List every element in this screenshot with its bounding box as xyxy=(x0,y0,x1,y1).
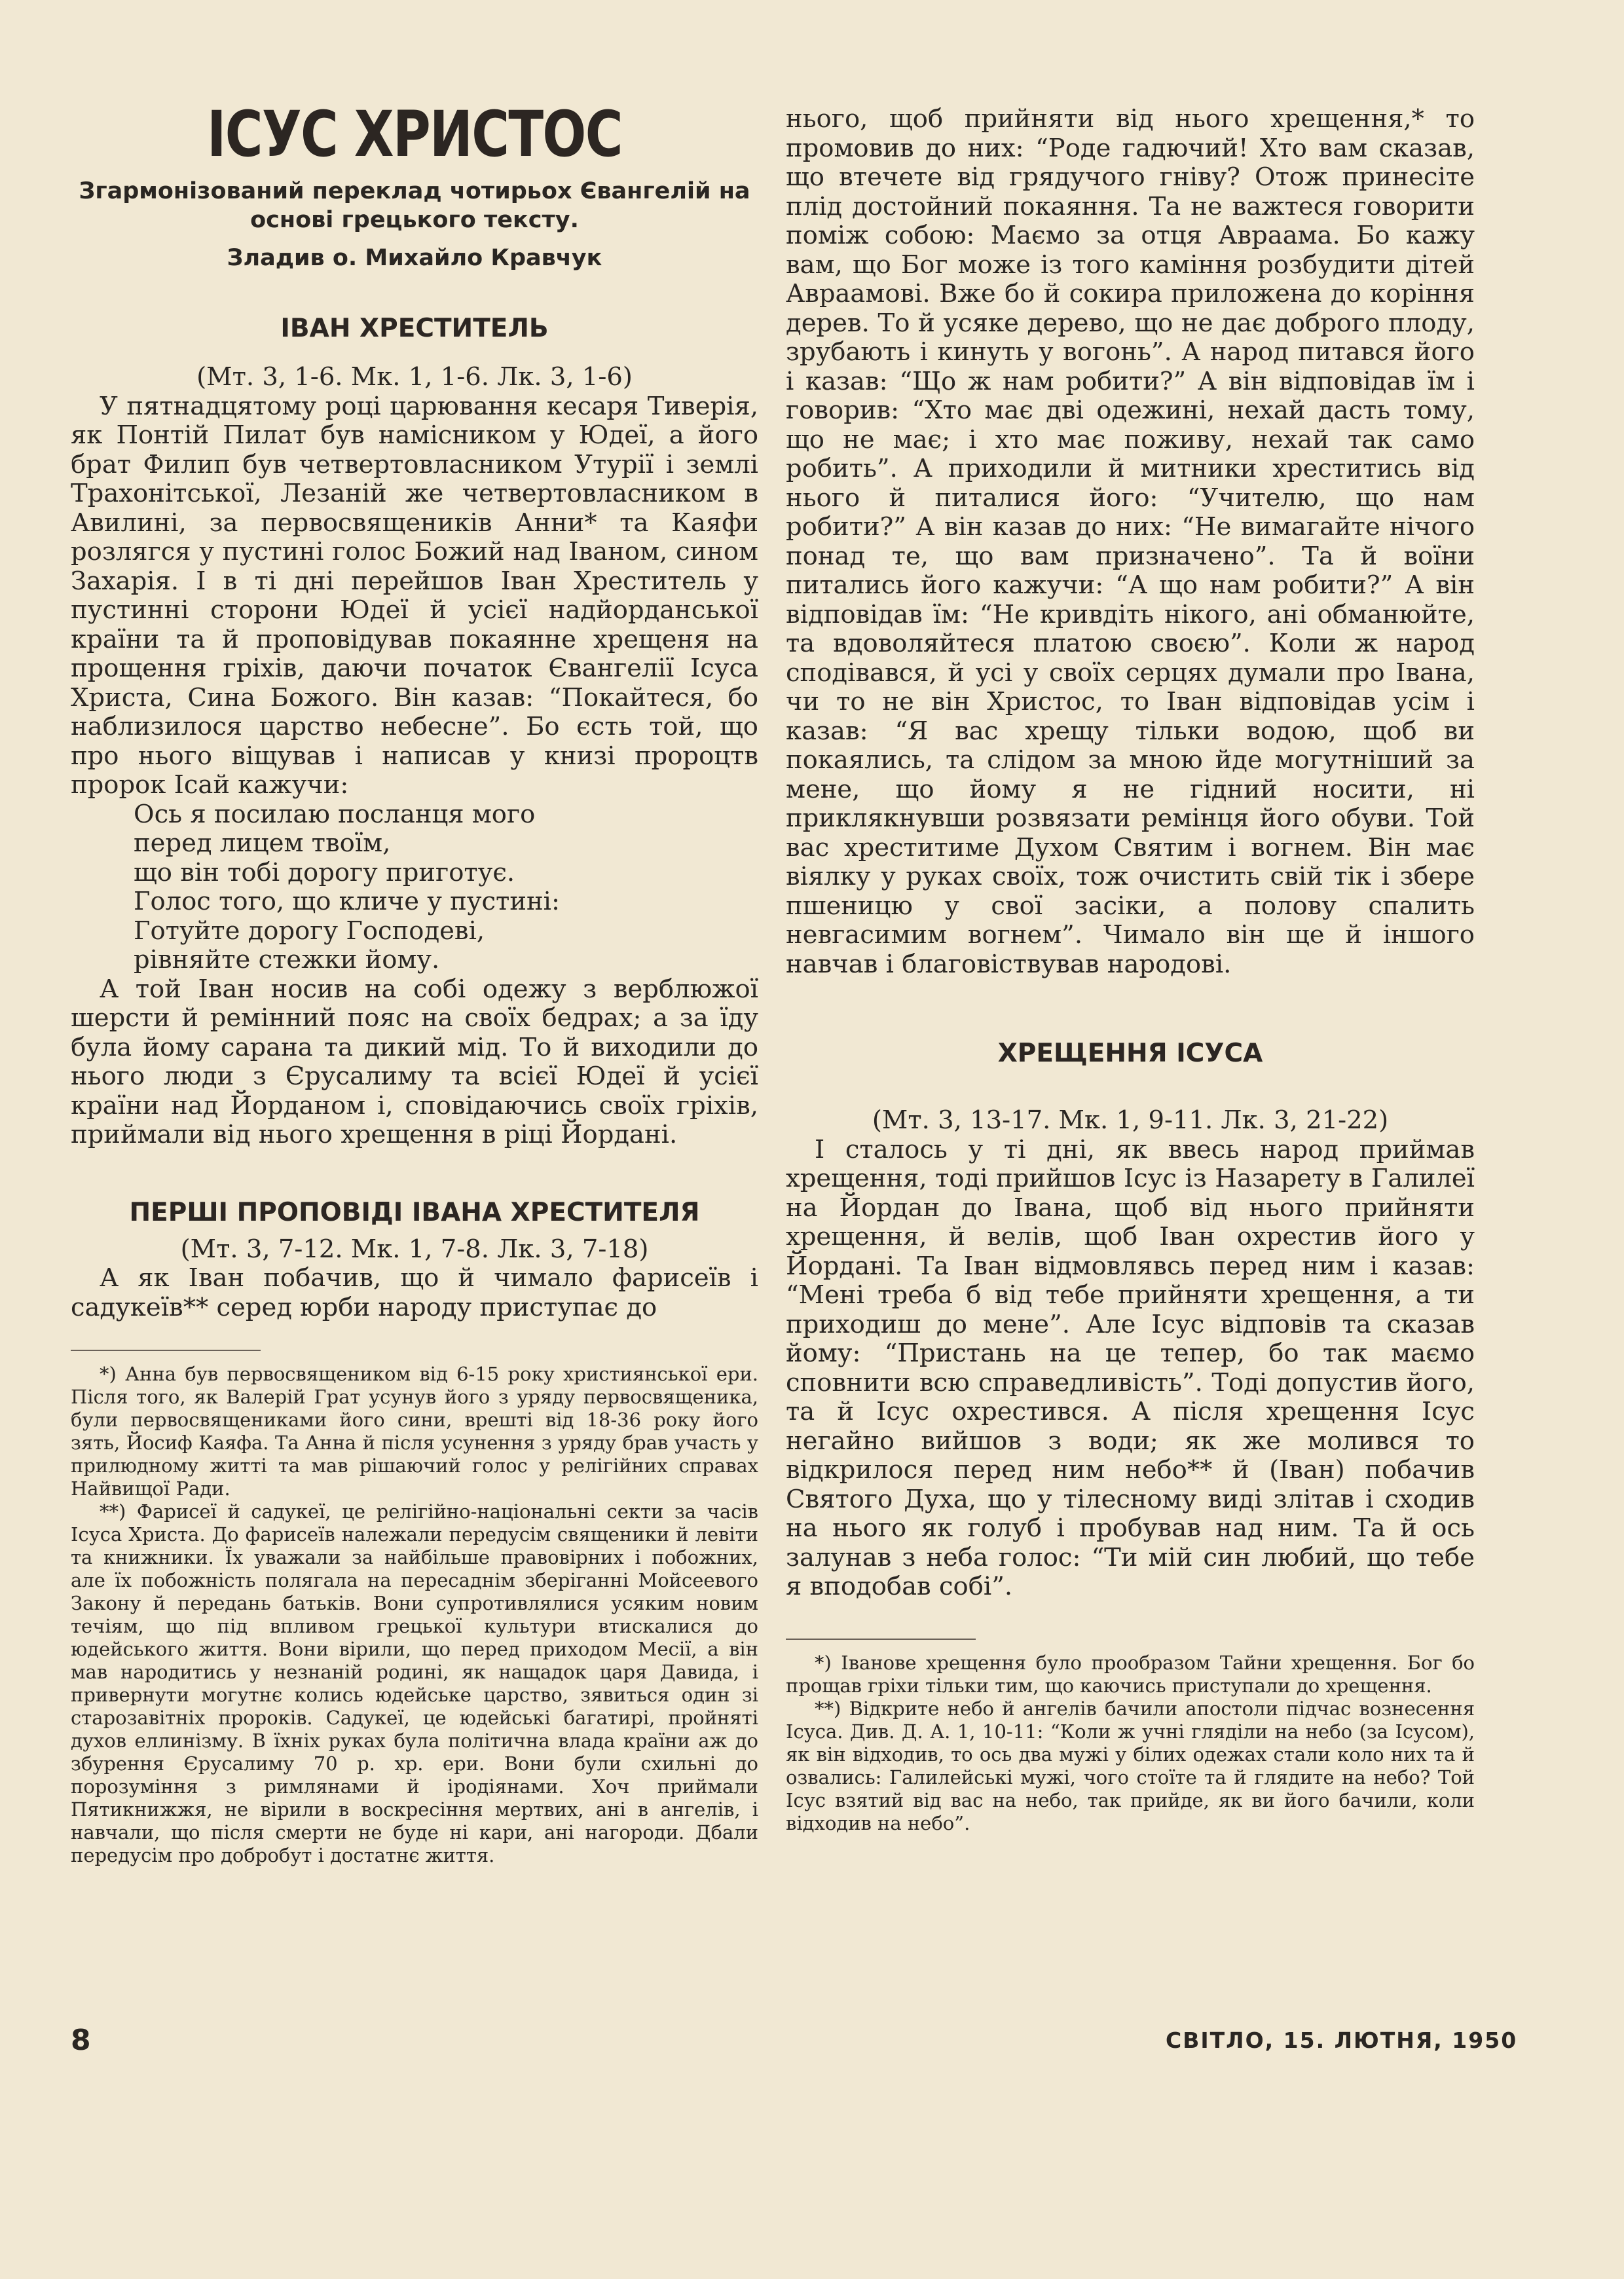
footnotes-left xyxy=(71,1350,758,1867)
heading-pershi-propovidi: ПЕРШІ ПРОПОВІДІ ІВАНА ХРЕСТИТЕЛЯ xyxy=(129,1197,700,1227)
section3-paragraph-1: І сталось у ті дні, як ввесь народ приймав хрещення, тоді прийшов Ісус із Назарету в Галилеї на Йордан до Івана, щоб від нього прийняти хрещення, й велів, щоб Іван охрестив його у Йордані. Та Іван відмовлявсь перед ним і казав: “Мені треба б від тебе прийняти хрещення, а ти приходиш до мене”. Але Ісус відповів та сказав йому: “Пристань на це тепер, бо так маємо сповнити всю справедливість”. Тоді допустив його, та й Ісус охрестився. А після хрещення Ісус негайно вийшов з води; як же молився то відкрилося перед ним небо** й (Іван) побачив Святого Духа, що у тілесному виді злітав і сходив на нього як голуб і пробував над ним. Та й ось залунав з неба голос: “Ти мій син любий, що тебе я вподобав собі”. xyxy=(786,1134,1475,1601)
verse-line: Голос того, що кличе у пустині: xyxy=(134,887,560,916)
section2-paragraph-continued: нього, щоб прийняти від нього хрещення,* то промовив до них: “Роде гадючий! Хто вам сказав, що втечете від грядучого гніву? Отож принесіте плід достойний покаяння. Та не важтеся говорити поміж собою: Маємо за отця Авраама. Бо кажу вам, що Бог може із того каміння розбудити дітей Авраамові. Вже бо й сокира приложена до коріння дерев. То й усяке дерево, що не дає доброго плоду, зрубають і кинуть у вогонь”. А народ питався його і казав: “Що ж нам робити?” А він відповідав їм і говорив: “Хто має дві одежині, нехай дасть тому, що не має; і хто має поживу, нехай так само робить”. А приходили й митники хреститись від нього й питалися його: “Учителю, що нам робити?” А він казав до них: “Не вимагайте нічого понад те, що вам призначено”. Та й воїни питались його кажучи: “А що нам робити?” А він відповідав їм: “Не кривдіть нікого, ані обманюйте, та вдоволяйтеся платою своєю”. Коли ж народ сподівався, й усі у своїх серцях думали про Івана, чи то не він Христос, то Іван відповідав усім і казав: “Я вас хрещу тільки водою, щоб ви покаялись, та слідом за мною йде могутніший за мене, що йому я не гідний носити, ні приклякнувши розвязати ремінця його обуви. Той вас хреститиме Духом Святим і вогнем. Він має віялку у руках своїх, тож очистить свій тік і збере пшеницю у свої засіки, а полову спалить невгасимим вогнем”. Чимало він ще й іншого навчав і благовіствував народові. xyxy=(786,104,1475,979)
left-column xyxy=(71,98,758,1867)
section1-paragraph-2: А той Іван носив на собі одежу з верблюжої шерсти й ремінний пояс на своїх бедрах; а за їду була йому сарана та дикий мід. То й виходили до нього люди з Єрусалиму та всієї Юдеї й усієї країни над Йорданом і, сповідаючись своїх гріхів, приймали від нього хрещення в ріці Йордані. xyxy=(71,974,758,1149)
verse-line: що він тобі дорогу приготує. xyxy=(134,857,515,887)
section1-paragraph-1: У пятнадцятому році царювання кесаря Тиверія, як Понтій Пилат був намісником у Юдеї, а його брат Филип був четвертовласником Утурії і землі Трахонітської, Лезаній же четвертовласником в Авилині, за первосвящеників Анни* та Каяфи розлягся у пустині голос Божий над Іваном, сином Захарія. І в ті дні перейшов Іван Хреститель у пустинні сторони Юдеї й усієї надйорданської країни та й проповідував покаянне хрещеня на прощення гріхів, даючи початок Євангелії Ісуса Христа, Сина Божого. Він казав: “Покайтеся, бо наблизилося царство небесне”. Бо єсть той, що про нього віщував і написав у книзі пророцтв пророк Ісай кажучи: xyxy=(71,391,758,800)
footnote: **) Відкрите небо й ангелів бачили апостоли підчас вознесення Ісуса. Див. Д. А. 1, 10-11: “Коли ж учні гляділи на небо (за Ісусом), як він відходив, то ось два мужі у білих одежах стали коло них та й озвались: Галилейські мужі, чого стоїте та й глядите на небо? Той Ісус взятий від вас на небо, так прийде, як ви його бачили, коли відходив на небо”. xyxy=(786,1697,1475,1834)
footnote-divider xyxy=(786,1639,976,1640)
verse-line: Готуйте дорогу Господеві, xyxy=(134,916,485,946)
verse-line: Ось я посилаю посланця мого xyxy=(134,799,536,829)
footnote-divider xyxy=(71,1350,261,1351)
footnote: **) Фарисеї й садукеї, це релігійно-національні секти за часів Ісуса Христа. До фарисеїв належали передусім священики й левіти та книжники. Їх уважали за найбільше правовірних і побожних, але їх побожність полягала на пересаднім зберіганні Мойсеевого Закону й передань батьків. Вони супротивлялися усяким новим течіям, що під впливом грецької культури втискалися до юдейського життя. Вони вірили, що перед приходом Месії, а він мав народитись у незнаній родині, як нащадок царя Давида, і привернути могутнє колись юдейське царство, зявиться один зі старозавітніх пророків. Садукеї, це юдейські багатирі, пройняті духов еллинізму. В їхніх руках була політична влада країни аж до збурення Єрусалиму 70 р. хр. ери. Вони були схильні до порозуміння з римлянами й іродіянами. Хоч приймали Пятикнижжя, не вірили в воскресіння мертвих, ані в ангелів, і навчали, що після смерти не буде ні кари, ані нагороди. Дбали передусім про добробут і достатнє життя. xyxy=(71,1500,758,1866)
scripture-reference-1: (Мт. 3, 1-6. Мк. 1, 1-6. Лк. 3, 1-6) xyxy=(196,362,633,392)
subtitle: Згармонізований переклад чотирьох Євангелій на основі грецького тексту. xyxy=(79,178,750,233)
footnote: *) Іванове хрещення було прообразом Тайни хрещення. Бог бо прощав гріхи тільки тим, що каючись приступали до хрещення. xyxy=(786,1651,1475,1697)
heading-ivan-khrestytel: ІВАН ХРЕСТИТЕЛЬ xyxy=(280,314,549,343)
section2-paragraph-1: А як Іван побачив, що й чимало фарисеїв і садукеїв** серед юрби народу приступає до xyxy=(71,1263,758,1322)
prophecy-verse xyxy=(134,800,758,975)
scripture-reference-2: (Мт. 3, 7-12. Мк. 1, 7-8. Лк. 3, 7-18) xyxy=(180,1234,649,1264)
footnotes-right xyxy=(786,1639,1475,1835)
verse-line: перед лицем твоїм, xyxy=(134,828,391,858)
page-title: ІСУС ХРИСТОС xyxy=(207,98,622,171)
page-number: 8 xyxy=(71,2024,91,2057)
issue-line: СВІТЛО, 15. ЛЮТНЯ, 1950 xyxy=(1166,2028,1518,2053)
verse-line: рівняйте стежки йому. xyxy=(134,945,440,974)
author-line: Зладив о. Михайло Кравчук xyxy=(227,245,602,271)
right-column xyxy=(786,105,1475,1835)
scripture-reference-3: (Мт. 3, 13-17. Мк. 1, 9-11. Лк. 3, 21-22) xyxy=(872,1105,1389,1135)
heading-khreshchennia-isusa: ХРЕЩЕННЯ ІСУСА xyxy=(997,1039,1263,1068)
footnote: *) Анна був первосвящеником від 6-15 року християнської ери. Після того, як Валерій Грат усунув його з уряду первосвященика, були первосвящениками його сини, врешті від 18-36 року його зять, Йосиф Каяфа. Та Анна й після усунення з уряду брав участь у прилюдному житті та мав рішаючий голос у релігійних справах Найвищої Ради. xyxy=(71,1363,758,1500)
